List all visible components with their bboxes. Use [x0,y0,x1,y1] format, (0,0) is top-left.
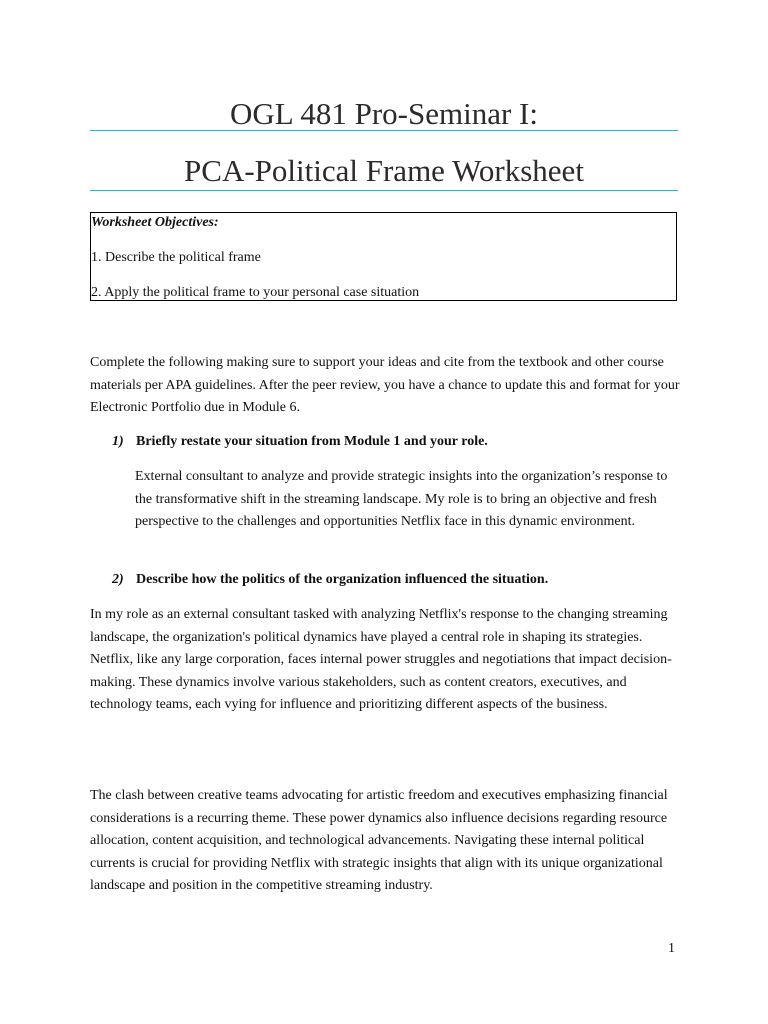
question-1-number: 1) [112,434,124,449]
objective-item-1: 1. Describe the political frame [91,250,261,265]
question-2-number: 2) [112,572,124,587]
question-1-answer: External consultant to analyze and provide strategic insights into the organization’s response to the transformative shift in the streaming landscape. My role is to bring an objective and fresh perspective to the challenges and opportunities Netflix face in this dynamic environment. [135,469,668,529]
question-2-prompt: Describe how the politics of the organization influenced the situation. [136,572,549,587]
document-title-line-2: PCA-Political Frame Worksheet [184,153,584,188]
title-rule-2 [90,190,678,191]
intro-paragraph: Complete the following making sure to support your ideas and cite from the textbook and other course materials per APA guidelines. After the peer review, you have a chance to update this and format for your Electronic Portfolio due in Module 6. [90,355,680,415]
document-title-line-1: OGL 481 Pro-Seminar I: [230,96,538,131]
question-2-answer-paragraph-2: The clash between creative teams advocating for artistic freedom and executives emphasizing financial considerations is a recurring theme. These power dynamics also influence decisions regarding resource allocation, content acquisition, and technological advancements. Navigating these internal political currents is crucial for providing Netflix with strategic insights that align with its unique organizational landscape and position in the competitive streaming industry. [90,788,668,893]
objectives-box [90,212,677,301]
question-1-prompt: Briefly restate your situation from Module 1 and your role. [136,434,488,449]
objectives-heading: Worksheet Objectives: [91,215,219,230]
title-rule-1 [90,130,678,131]
page-number: 1 [668,941,675,956]
question-1 [112,434,488,450]
objective-item-2: 2. Apply the political frame to your personal case situation [91,285,420,300]
question-2 [112,572,548,588]
question-2-answer-paragraph-1: In my role as an external consultant tasked with analyzing Netflix's response to the changing streaming landscape, the organization's political dynamics have played a central role in shaping its strategies. Netflix, like any large corporation, faces internal power struggles and negotiations that impact decision-making. These dynamics involve various stakeholders, such as content creators, executives, and technology teams, each vying for influence and prioritizing different aspects of the business. [90,607,672,712]
